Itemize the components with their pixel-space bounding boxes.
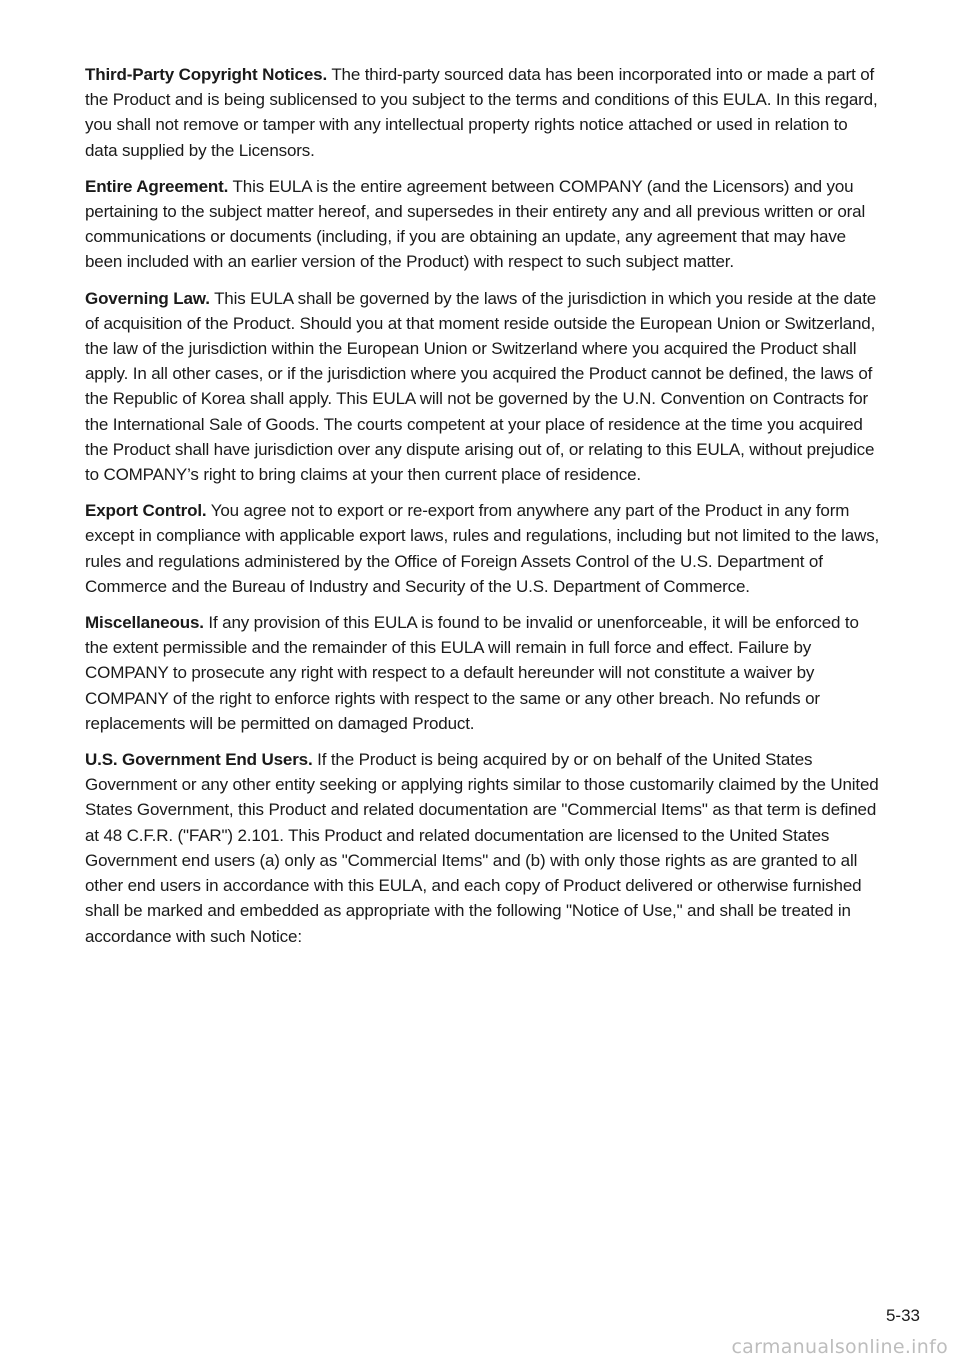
section-heading: Third-Party Copyright Notices. bbox=[85, 65, 328, 84]
section-text: This EULA is the entire agreement between COMPANY (and the Licensors) and you pertaining to the subject matter hereof, and supersedes in their entirety any and all previous written or oral communications or documents (including, if you are obtaining an update, any agreement that may have been included with an earlier version of the Product) with respect to such subject matter. bbox=[85, 176, 866, 272]
section-third-party-copyright bbox=[85, 62, 880, 163]
section-text: You agree not to export or re-export from anywhere any part of the Product in any form except in compliance with applicable export laws, rules and regulations, including but not limited to the laws, rules and regulations administered by the Office of Foreign Assets Control of the U.S. Department of Commerce and the Bureau of Industry and Security of the U.S. Department of Commerce. bbox=[85, 501, 880, 596]
document-body bbox=[85, 62, 880, 960]
section-text: If the Product is being acquired by or on behalf of the United States Government or any other entity seeking or applying rights similar to those customarily claimed by the United States Government, this Product and related documentation are "Commercial Items" as that term is defined at 48 C.F.R. ("FAR") 2.101. This Product and related documentation are licensed to the United States Government end users (a) only as "Commercial Items" and (b) with only those rights as are granted to all other end users in accordance with this EULA, and each copy of Product delivered or otherwise furnished shall be marked and embedded as appropriate with the following "Notice of Use," and shall be treated in accordance with such Notice: bbox=[85, 750, 879, 946]
section-miscellaneous bbox=[85, 610, 880, 736]
section-heading: Export Control. bbox=[85, 501, 207, 521]
section-heading: U.S. Government End Users. bbox=[85, 750, 313, 770]
section-heading: Entire Agreement. bbox=[85, 176, 229, 196]
section-governing-law bbox=[85, 286, 880, 488]
section-text: If any provision of this EULA is found to be invalid or unenforceable, it will be enforced to the extent permissible and the remainder of this EULA will remain in full force and effect. Failure by COMPANY to prosecute any right with respect to a default hereunder will not constitute a waiver by COMPANY of the right to enforce rights with respect to the same or any other breach. No refunds or replacements will be permitted on damaged Product. bbox=[85, 613, 859, 733]
section-heading: Miscellaneous. bbox=[85, 613, 204, 633]
section-entire-agreement bbox=[85, 174, 880, 275]
page-number: 5-33 bbox=[885, 1306, 920, 1325]
section-export-control bbox=[85, 498, 880, 599]
section-heading: Governing Law. bbox=[85, 288, 210, 308]
watermark: carmanualsonline.info bbox=[731, 1336, 948, 1358]
section-text: The third-party sourced data has been incorporated into or made a part of the Product and is being sublicensed to you subject to the terms and conditions of this EULA. In this regard, you shall not remove or tamper with any intellectual property rights notice attached or used in relation to data supplied by the Licensors. bbox=[85, 65, 878, 160]
section-us-government-end-users bbox=[85, 747, 880, 949]
section-text: This EULA shall be governed by the laws of the jurisdiction in which you reside at the date of acquisition of the Product. Should you at that moment reside outside the European Union or Switzerland, the law of the jurisdiction within the European Union or Switzerland where you acquired the Product shall apply. In all other cases, or if the jurisdiction where you acquired the Product cannot be defined, the laws of the Republic of Korea shall apply. This EULA will not be governed by the U.N. Convention on Contracts for the International Sale of Goods. The courts competent at your place of residence at the time you acquired the Product shall have jurisdiction over any dispute arising out of, or relating to this EULA, without prejudice to COMPANY’s right to bring claims at your then current place of residence. bbox=[85, 288, 877, 485]
